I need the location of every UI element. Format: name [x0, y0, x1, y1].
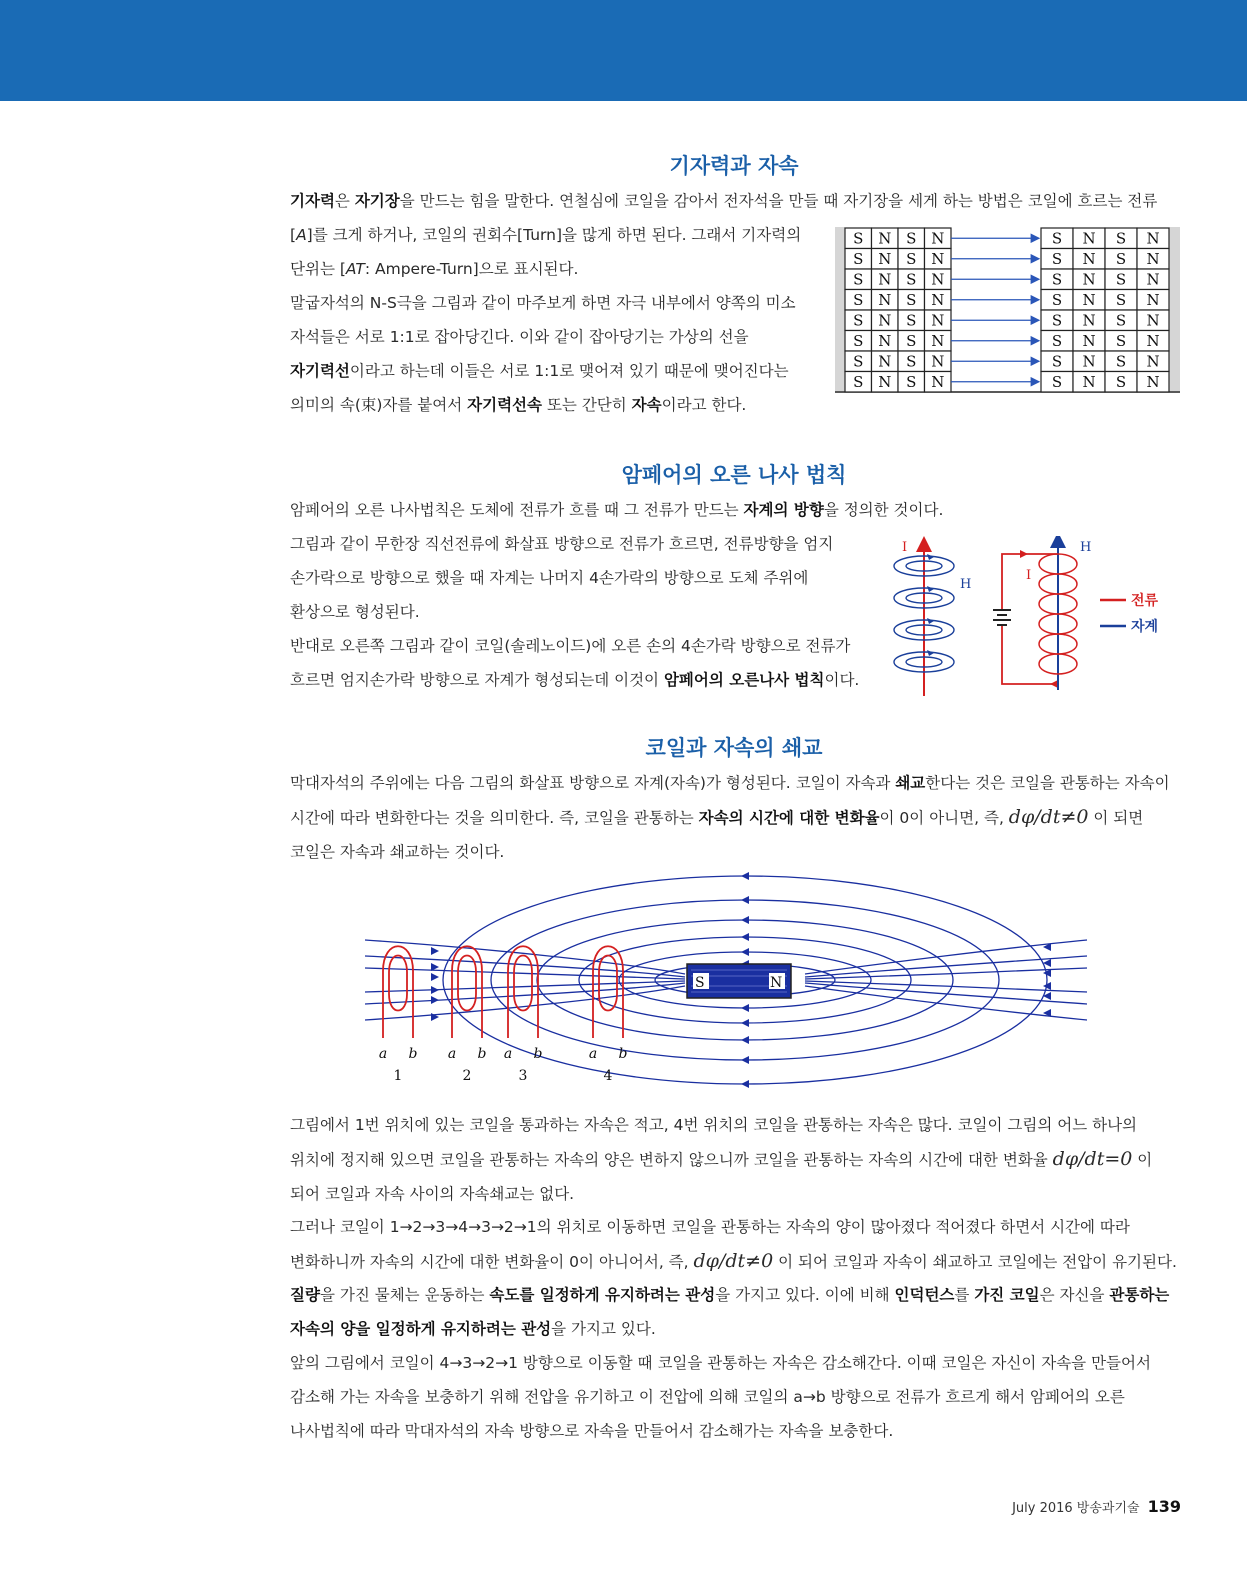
paragraph-linkage-3: [290, 1210, 1178, 1279]
math-expression: dφ/dt≠0: [693, 1250, 774, 1272]
magnet-pole-label: S: [1051, 373, 1063, 391]
text-run: 또는 간단히: [542, 396, 632, 414]
text-run: 그러나 코일이 1→2→3→4→3→2→1의 위치로 이동하면 코일을 관통하는 자속의 양이 많아졌다 적어졌다 하면서 시간에 따라 변화하니까 자속의 시간에 대한 변화율이 0이 아니어서, 즉,: [290, 1218, 1130, 1271]
bold-term: 자속의 시간에 대한 변화율: [698, 809, 880, 827]
magnet-pole-label: S: [906, 311, 917, 330]
bold-term: 관통하는 자속의 양을 일정하게 유지하려는 관성: [290, 1286, 1170, 1338]
text-run: 이라고 한다.: [661, 396, 747, 414]
magnet-pole-label: S: [1051, 270, 1063, 289]
magnet-pole-label: N: [1082, 311, 1096, 330]
magnet-pole-label: S: [906, 352, 917, 371]
text-run: [: [290, 226, 297, 244]
magnet-pole-label: N: [1146, 229, 1160, 248]
section-title-ampere: 암페어의 오른 나사 법칙: [621, 463, 847, 487]
magnet-pole-label: N: [931, 352, 945, 371]
magnet-pole-label: N: [1082, 270, 1096, 289]
math-expression: dφ/dt=0: [1052, 1148, 1133, 1170]
paragraph-linkage-2: [290, 1108, 1178, 1211]
bold-term: 질량: [290, 1286, 320, 1304]
magnet-pole-label: S: [1051, 311, 1063, 330]
magnet-pole-label: N: [1146, 250, 1160, 268]
magnet-pole-label: N: [1082, 373, 1096, 391]
coil-terminal-b: b: [477, 1046, 487, 1062]
coil-terminal-a: a: [588, 1046, 598, 1062]
coil-terminal-a: a: [447, 1046, 457, 1062]
magnet-pole-label: N: [931, 373, 945, 391]
magnet-flux-figure: [835, 226, 1180, 398]
bold-term: 속도를 일정하게 유지하려는 관성: [489, 1286, 716, 1304]
magnet-pole-label: S: [1115, 352, 1127, 371]
magnet-pole-label: N: [1146, 352, 1160, 371]
text-run: 은: [334, 192, 355, 210]
text-run: 이 되어 코일과 자속이 쇄교하고 코일에는 전압이 유기된다.: [773, 1253, 1177, 1271]
magnet-pole-label: N: [1146, 332, 1160, 350]
label-field-coil: H: [1080, 540, 1092, 555]
magnet-pole-label: S: [906, 250, 917, 268]
paragraph-ampere-2: [290, 527, 872, 629]
bold-term: 암페어의 오른나사 법칙: [663, 671, 825, 689]
section-title-magnetomotive: 기자력과 자속: [669, 154, 799, 178]
text-run: 한다는 것은 코일을 관통하는 자속이 시간에 따라 변화한다는 것을 의미한다. 즉, 코일을 관통하는: [290, 774, 1170, 827]
text-run: 을 가지고 있다.: [551, 1320, 656, 1338]
magnet-pole-label: N: [878, 291, 892, 309]
magnet-pole-label: S: [1051, 352, 1063, 371]
text-run: 를: [954, 1286, 975, 1304]
bold-term: 자속: [631, 396, 662, 414]
label-current-coil: I: [1026, 568, 1032, 583]
legend-field: 자계: [1131, 619, 1159, 635]
magnet-south-label: S: [695, 975, 705, 991]
text-run: 이 0이 아니면, 즉,: [879, 809, 1009, 827]
page-footer: [1012, 1497, 1181, 1516]
magnet-north-label: N: [770, 975, 783, 991]
magnet-pole-label: N: [878, 250, 892, 268]
magnet-pole-label: S: [906, 270, 917, 289]
magnet-pole-label: S: [1051, 332, 1063, 350]
page-number: 139: [1147, 1497, 1181, 1516]
label-field-straight: H: [960, 577, 972, 592]
magnet-pole-label: S: [1115, 332, 1127, 350]
paragraph-mmf-1: [290, 184, 1178, 218]
bold-term: 쇄교: [895, 774, 926, 792]
section-title-flux-linkage: 코일과 자속의 쇄교: [645, 736, 823, 760]
coil-3: [504, 946, 543, 1084]
footer-issue: July 2016 방송과기술: [1012, 1501, 1140, 1516]
coil-1: [379, 946, 418, 1084]
magnet-pole-label: S: [906, 373, 917, 391]
magnet-pole-label: S: [1051, 229, 1063, 248]
coil-position-number: 2: [462, 1068, 472, 1084]
text-run: 암페어의 오른 나사법칙은 도체에 전류가 흐를 때 그 전류가 만드는: [290, 501, 744, 519]
magnet-pole-label: N: [878, 352, 892, 371]
magnet-pole-label: S: [1115, 229, 1127, 248]
text-run: 막대자석의 주위에는 다음 그림의 화살표 방향으로 자계(자속)가 형성된다. 코일이 자속과: [290, 774, 896, 792]
bold-term: 기자력: [290, 192, 335, 210]
magnet-pole-label: N: [1082, 332, 1096, 350]
magnet-pole-label: S: [1051, 250, 1063, 268]
paragraph-linkage-5: [290, 1346, 1178, 1448]
paragraph-ampere-1: [290, 493, 1178, 527]
text-run: 이다.: [824, 671, 860, 689]
text-run: A: [296, 226, 307, 244]
coil-flux-figure: [365, 868, 1100, 1090]
magnet-pole-label: N: [1082, 229, 1096, 248]
text-run: 이 되어 코일과 자속 사이의 자속쇄교는 없다.: [290, 1151, 1153, 1203]
magnet-pole-label: S: [1115, 250, 1127, 268]
paragraph-mmf-3: [290, 286, 808, 422]
magnet-pole-label: S: [906, 229, 917, 248]
paragraph-linkage-4: [290, 1278, 1178, 1346]
coil-terminal-b: b: [408, 1046, 418, 1062]
magnet-pole-label: N: [878, 229, 892, 248]
magnet-pole-label: S: [853, 250, 864, 268]
coil-position-number: 3: [518, 1068, 528, 1084]
text-run: 그림에서 1번 위치에 있는 코일을 통과하는 자속은 적고, 4번 위치의 코일을 관통하는 자속은 많다. 코일이 그림의 어느 하나의 위치에 정지해 있으면 코일을 관통하는 자속의 양은 변하지 않으니까 코일을 관통하는 자속의 시간에 대한 변화율: [290, 1116, 1138, 1169]
magnet-pole-label: N: [1146, 270, 1160, 289]
coil-2: [448, 946, 487, 1084]
magnet-pole-label: S: [853, 291, 864, 309]
text-run: 을 정의한 것이다.: [823, 501, 944, 519]
magnet-pole-label: S: [906, 332, 917, 350]
magnet-pole-label: N: [878, 311, 892, 330]
magnet-pole-label: S: [906, 291, 917, 309]
magnet-pole-label: N: [931, 250, 945, 268]
magnet-pole-label: N: [1082, 291, 1096, 309]
magnet-pole-label: N: [931, 291, 945, 309]
magnet-pole-label: N: [931, 311, 945, 330]
ampere-rule-figure: [890, 536, 1180, 706]
magnet-pole-label: N: [931, 332, 945, 350]
paragraph-mmf-2: [290, 218, 808, 286]
magnet-pole-label: N: [878, 332, 892, 350]
text-run: 말굽자석의 N-S극을 그림과 같이 마주보게 하면 자극 내부에서 양쪽의 미소 자석들은 서로 1:1로 잡아당긴다. 이와 같이 잡아당기는 가상의 선을: [290, 294, 796, 346]
magnet-pole-label: N: [878, 270, 892, 289]
text-run: 이 되면 코일은 자속과 쇄교하는 것이다.: [290, 809, 1144, 861]
text-run: 을 가진 물체는 운동하는: [319, 1286, 490, 1304]
magnet-pole-label: N: [1146, 373, 1160, 391]
magnet-pole-label: S: [1115, 373, 1127, 391]
math-expression: dφ/dt≠0: [1008, 806, 1089, 828]
coil-position-number: 1: [393, 1068, 403, 1084]
magnet-pole-label: S: [853, 332, 864, 350]
magnet-pole-label: S: [1051, 291, 1063, 309]
magnet-pole-label: N: [931, 229, 945, 248]
magnet-pole-label: N: [1082, 352, 1096, 371]
coil-terminal-a: a: [503, 1046, 513, 1062]
magnet-pole-label: S: [1115, 291, 1127, 309]
text-run: 이라고 하는데 이들은 서로 1:1로 맺어져 있기 때문에 맺어진다는 의미의 속(束)자를 붙여서: [290, 362, 789, 414]
bold-term: 인덕턴스: [894, 1286, 955, 1304]
paragraph-ampere-3: [290, 629, 872, 697]
coil-terminal-b: b: [618, 1046, 628, 1062]
coil-terminal-b: b: [533, 1046, 543, 1062]
text-run: 그림과 같이 무한장 직선전류에 화살표 방향으로 전류가 흐르면, 전류방향을 엄지 손가락으로 방향으로 했을 때 자계는 나머지 4손가락의 방향으로 도체 주위에 환상으로 형성된다.: [290, 535, 834, 621]
legend-current: 전류: [1131, 593, 1159, 609]
text-run: 은 자신을: [1039, 1286, 1110, 1304]
paragraph-linkage-1: [290, 766, 1178, 869]
magnet-pole-label: S: [853, 229, 864, 248]
magnet-pole-label: S: [853, 311, 864, 330]
magnet-pole-label: S: [853, 373, 864, 391]
magnet-pole-label: S: [853, 352, 864, 371]
magnet-pole-label: N: [1146, 311, 1160, 330]
bold-term: 자기력선: [290, 362, 350, 380]
text-run: ]를 크게 하거나, 코일의 권회수[Turn]을 많게 하면 된다. 그래서 기자력의 단위는 [: [290, 226, 802, 278]
magnet-pole-label: N: [878, 373, 892, 391]
magnet-pole-label: N: [1082, 250, 1096, 268]
label-current-straight: I: [902, 540, 908, 555]
coil-position-number: 4: [603, 1068, 613, 1084]
coil-4: [589, 946, 628, 1084]
magnet-pole-label: S: [1115, 270, 1127, 289]
text-run: AT: [345, 260, 365, 278]
text-run: 반대로 오른쪽 그림과 같이 코일(솔레노이드)에 오른 손의 4손가락 방향으로 전류가 흐르면 엄지손가락 방향으로 자계가 형성되는데 이것이: [290, 637, 851, 689]
magnet-pole-label: N: [931, 270, 945, 289]
magnet-pole-label: S: [1115, 311, 1127, 330]
coil-terminal-a: a: [378, 1046, 388, 1062]
bold-term: 자계의 방향: [743, 501, 824, 519]
bold-term: 자기장: [354, 192, 400, 210]
text-run: 을 만드는 힘을 말한다. 연철심에 코일을 감아서 전자석을 만들 때 자기장을 세게 하는 방법은 코일에 흐르는 전류: [399, 192, 1158, 210]
top-color-band: [0, 0, 1247, 101]
bold-term: 자기력선속: [467, 396, 543, 414]
text-run: 앞의 그림에서 코일이 4→3→2→1 방향으로 이동할 때 코일을 관통하는 자속은 감소해간다. 이때 코일은 자신이 자속을 만들어서 감소해 가는 자속을 보충하기 위해 전압을 유기하고 이 전압에 의해 코일의 a→b 방향으로 전류가 흐르게 해서 암페어의 오른 나사법칙에 따라 막대자석의 자속 방향으로 자속을 만들어서 감소해가는 자속을 보충한다.: [290, 1354, 1151, 1440]
bold-term: 가진 코일: [974, 1286, 1040, 1304]
magnet-pole-label: N: [1146, 291, 1160, 309]
text-run: 을 가지고 있다. 이에 비해: [715, 1286, 895, 1304]
magnet-pole-label: S: [853, 270, 864, 289]
text-run: : Ampere-Turn]으로 표시된다.: [364, 260, 579, 278]
